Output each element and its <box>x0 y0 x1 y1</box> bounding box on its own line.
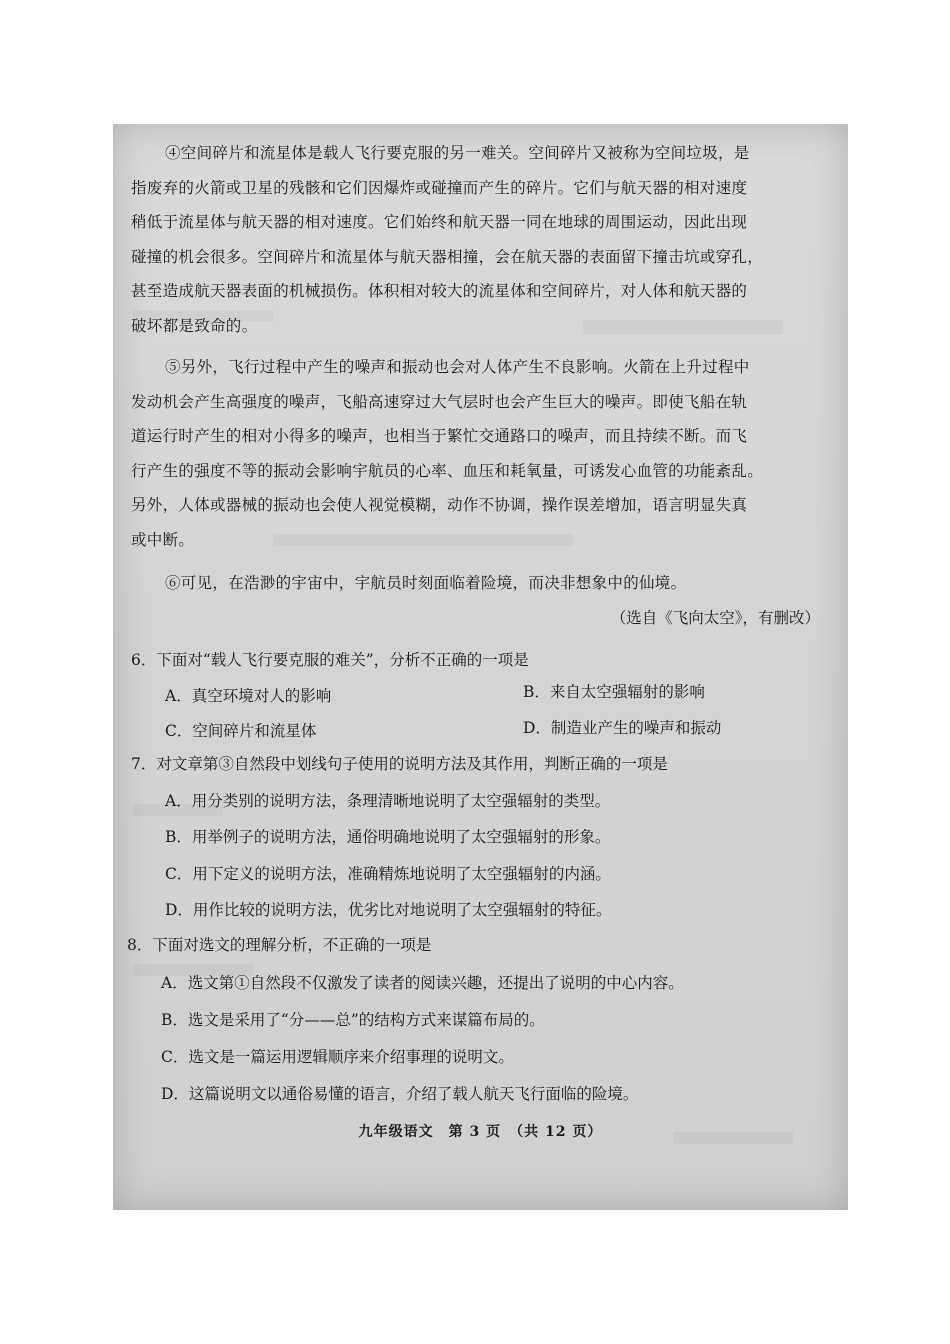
exam-page-photo <box>113 124 848 1210</box>
question-8-option-a: A．选文第①自然段不仅激发了读者的阅读兴趣，还提出了说明的中心内容。 <box>161 974 684 992</box>
text-line: 破坏都是致命的。 <box>131 316 258 335</box>
text-line: 碰撞的机会很多。空间碎片和流星体与航天器相撞，会在航天器的表面留下撞击坑或穿孔， <box>131 247 764 266</box>
paragraph-4 <box>131 136 833 343</box>
question-7-option-d: D．用作比较的说明方法，优劣比对地说明了太空强辐射的特征。 <box>165 901 612 919</box>
exam-content <box>113 124 848 1210</box>
text-line: 道运行时产生的相对小得多的噪声，也相当于繁忙交通路口的噪声，而且持续不断。而飞 <box>131 427 748 445</box>
text-line: 另外，人体或器械的振动也会使人视觉模糊，动作不协调，操作误差增加，语言明显失真 <box>131 496 748 514</box>
question-7-stem: 7．对文章第③自然段中划线句子使用的说明方法及其作用，判断正确的一项是 <box>131 755 668 773</box>
question-6-option-a: A．真空环境对人的影响 <box>165 687 332 705</box>
text-line: 行产生的强度不等的振动会影响宇航员的心率、血压和耗氧量，可诱发心血管的功能紊乱。 <box>131 461 764 480</box>
question-6-option-b: B．来自太空强辐射的影响 <box>523 683 705 701</box>
question-8-option-b: B．选文是采用了“分——总”的结构方式来谋篇布局的。 <box>161 1011 545 1029</box>
question-6-stem: 6．下面对“载人飞行要克服的难关”，分析不正确的一项是 <box>131 651 529 669</box>
source-citation: （选自《飞向太空》，有删改） <box>610 609 820 627</box>
question-8-option-c: C．选文是一篇运用逻辑顺序来介绍事理的说明文。 <box>161 1048 514 1066</box>
paragraph-6 <box>131 566 833 601</box>
question-8-option-d: D．这篇说明文以通俗易懂的语言，介绍了载人航天飞行面临的险境。 <box>161 1085 639 1103</box>
question-8-stem: 8．下面对选文的理解分析，不正确的一项是 <box>127 936 432 954</box>
question-7-option-b: B．用举例子的说明方法，通俗明确地说明了太空强辐射的形象。 <box>165 828 611 846</box>
question-6-option-d: D．制造业产生的噪声和振动 <box>523 719 722 737</box>
text-line: 甚至造成航天器表面的机械损伤。体积相对较大的流星体和空间碎片，对人体和航天器的 <box>131 282 748 300</box>
question-7-option-c: C．用下定义的说明方法，准确精炼地说明了太空强辐射的内涵。 <box>165 865 611 883</box>
text-line: 或中断。 <box>131 530 195 549</box>
text-line: 发动机会产生高强度的噪声，飞船高速穿过大气层时也会产生巨大的噪声。即使飞船在轨 <box>131 392 748 411</box>
text-line: ④空间碎片和流星体是载人飞行要克服的另一难关。空间碎片又被称为空间垃圾，是 <box>165 144 750 162</box>
text-line: 稍低于流星体与航天器的相对速度。它们始终和航天器一同在地球的周围运动，因此出现 <box>131 213 748 231</box>
text-line: 指废弃的火箭或卫星的残骸和它们因爆炸或碰撞而产生的碎片。它们与航天器的相对速度 <box>131 178 748 197</box>
question-6-option-c: C．空间碎片和流星体 <box>165 722 317 740</box>
page-footer: 九年级语文 第 3 页 （共 12 页） <box>358 1124 603 1140</box>
paragraph-5 <box>131 350 833 557</box>
question-7-option-a: A．用分类别的说明方法，条理清晰地说明了太空强辐射的类型。 <box>165 792 611 810</box>
text-line: ⑥可见，在浩渺的宇宙中，宇航员时刻面临着险境，而决非想象中的仙境。 <box>165 574 687 592</box>
text-line: ⑤另外，飞行过程中产生的噪声和振动也会对人体产生不良影响。火箭在上升过程中 <box>165 358 750 376</box>
